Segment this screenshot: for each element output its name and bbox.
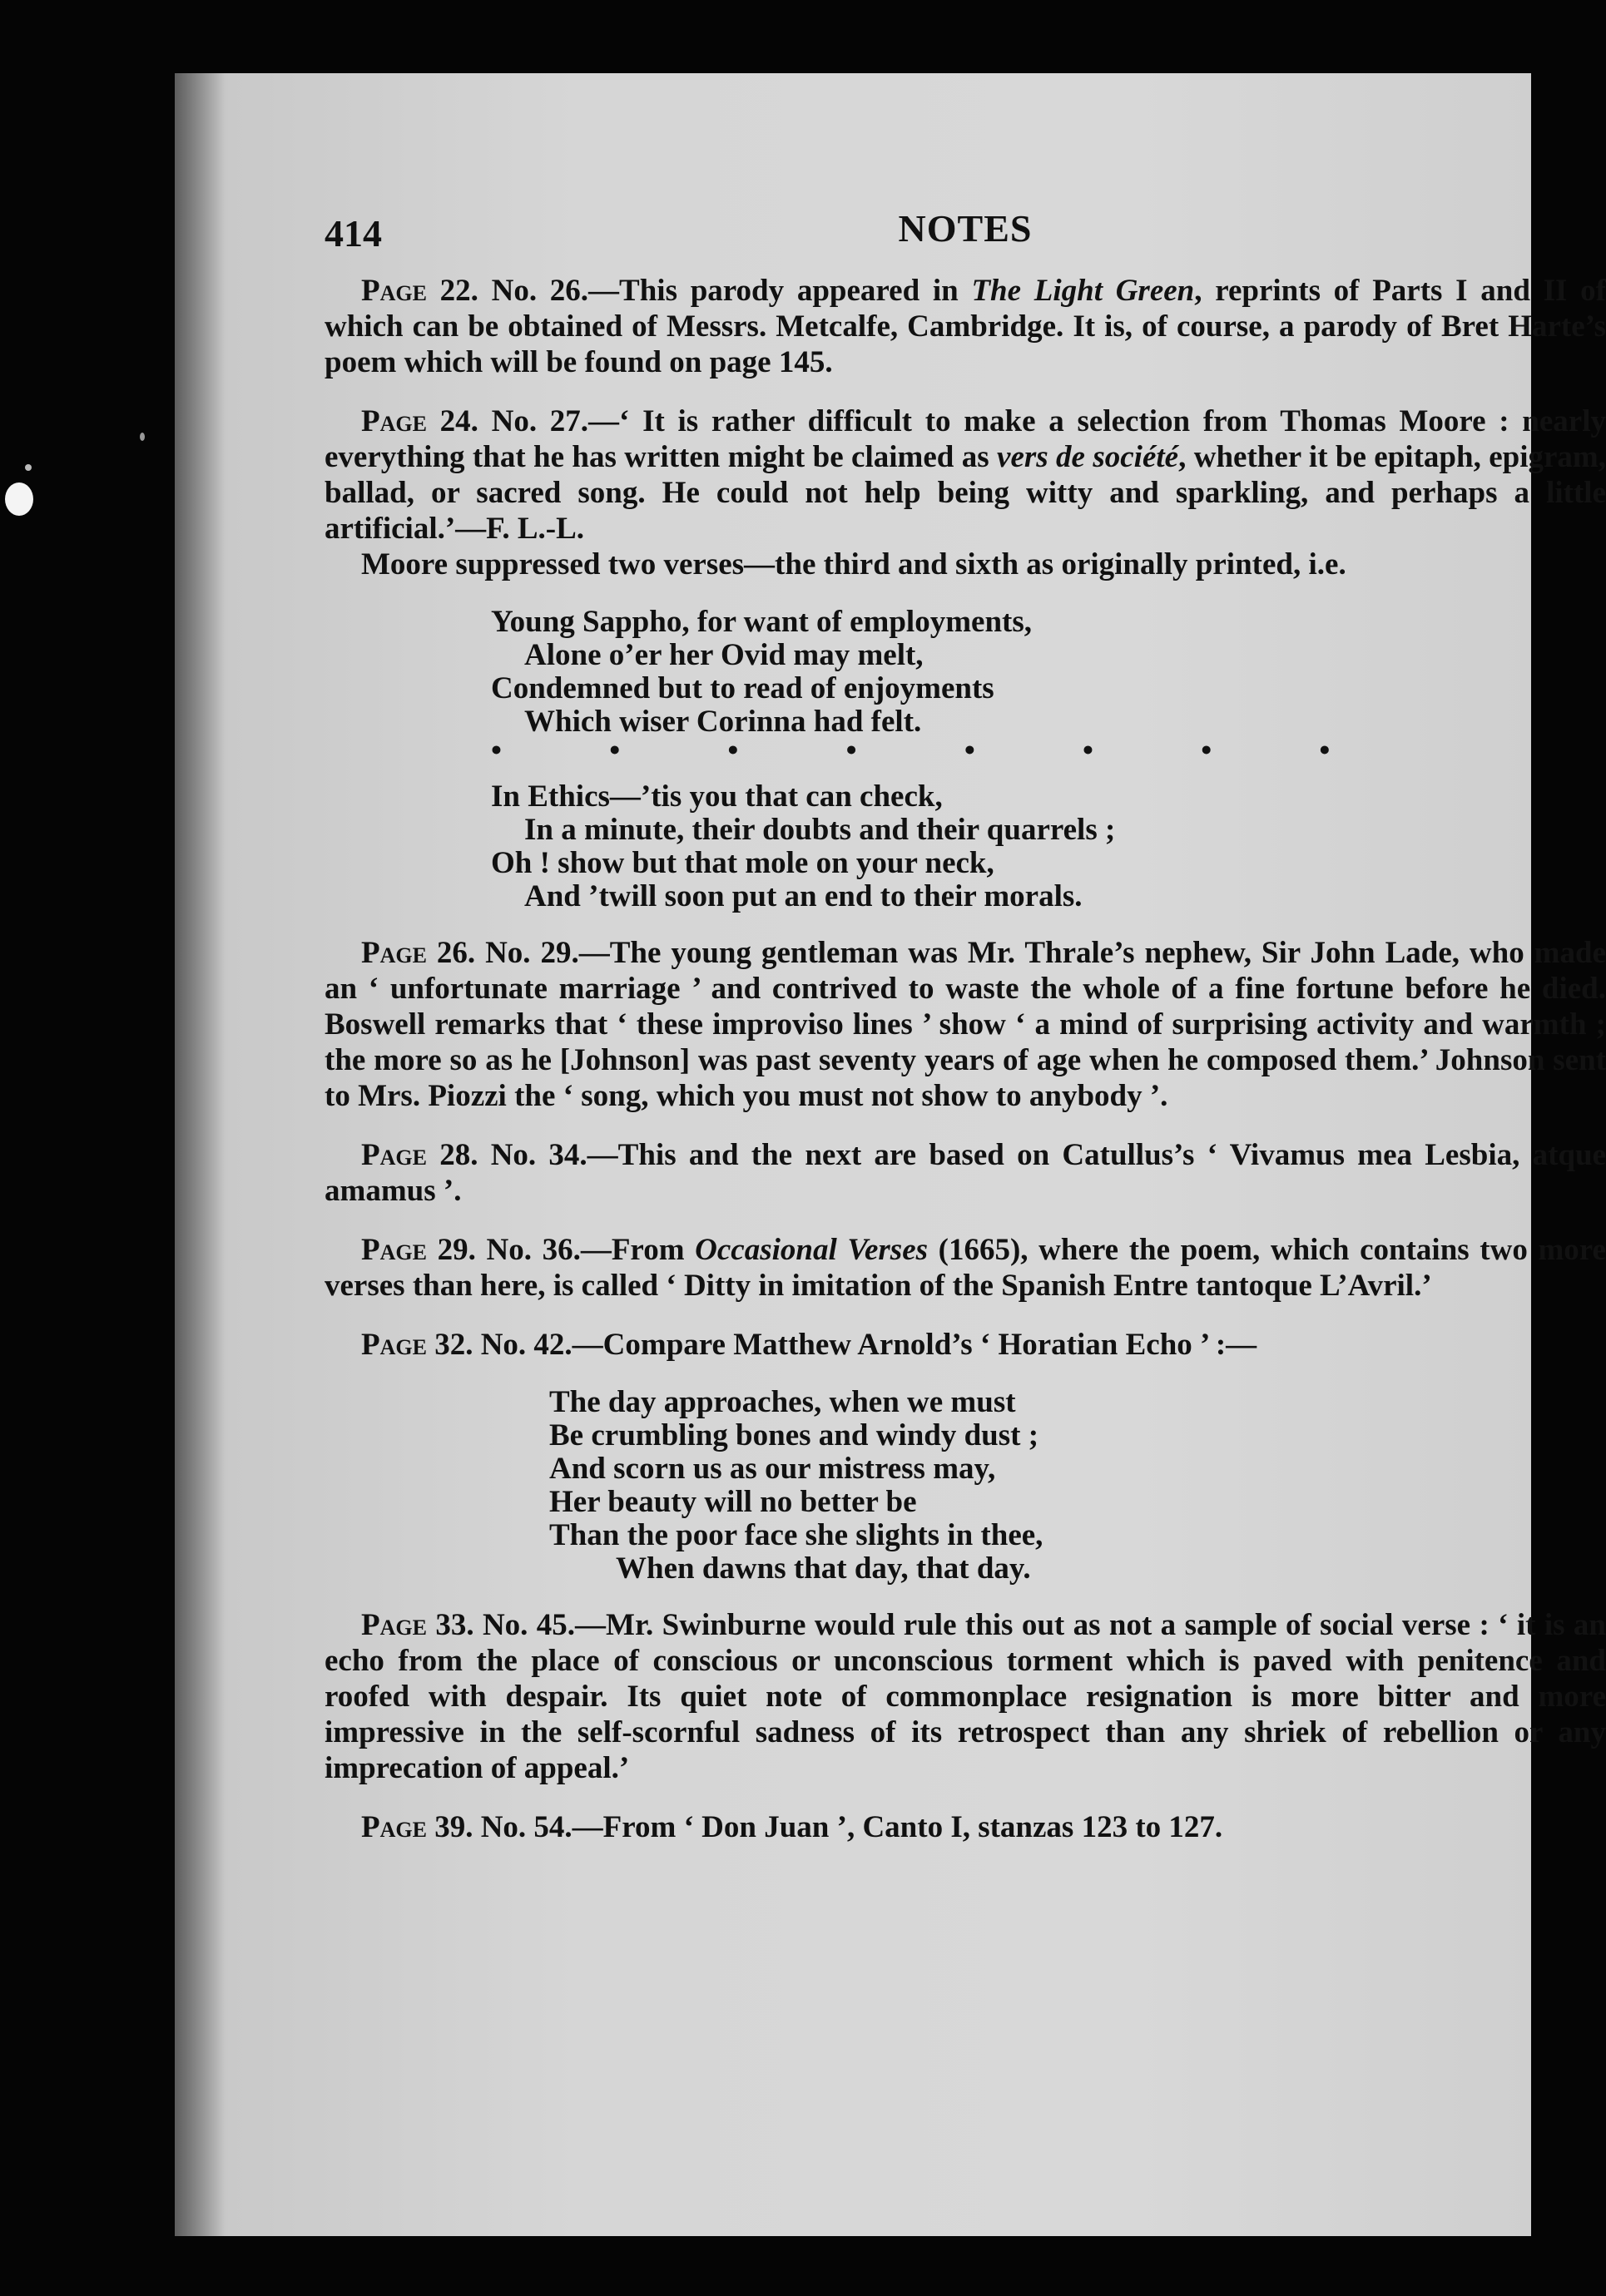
note-page-24: Page 24. No. 27.—‘ It is rather difficult to make a selection from Thomas Moore : nearly everything that he has written might be claimed as vers de société, whether it be epitaph, epigram, ballad, or sacred song. He could not help being witty and sparkling, and perhaps a little artificial.’—F. L.-L. [325, 404, 1606, 546]
section-title: NOTES [898, 207, 1033, 250]
note-label: Page 26. [361, 936, 476, 970]
verse-line: Condemned but to read of enjoyments [491, 671, 994, 705]
verse-ellipsis: • • • • • • • • [491, 734, 1380, 768]
verse-line: Her beauty will no better be [549, 1485, 917, 1519]
page-number: 414 [325, 212, 382, 255]
note-label: Page 39. [361, 1810, 473, 1844]
arnold-verse [549, 1386, 1606, 1586]
scan-speck [5, 482, 33, 516]
note-label: Page 22. [361, 274, 478, 308]
note-label: Page 24. [361, 404, 478, 438]
verse-line: The day approaches, when we must [549, 1385, 1016, 1419]
verse-line: Which wiser Corinna had felt. [524, 705, 922, 739]
scan-speck [140, 433, 145, 441]
scan-speck [25, 464, 32, 471]
moore-verse [491, 606, 1606, 913]
verse-line: Be crumbling bones and windy dust ; [549, 1418, 1039, 1452]
note-page-26: Page 26. No. 29.—The young gentleman was Mr. Thrale’s nephew, Sir John Lade, who made an ‘ unfortunate marriage ’ and contrived to waste the whole of a fine fortune before he died. Boswell remarks that ‘ these improviso lines ’ show ‘ a mind of surprising activity and warmth ; the more so as he [Johnson] was past seventy years of age when he composed them.’ Johnson sent to Mrs. Piozzi the ‘ song, which you must not show to anybody ’. [325, 936, 1606, 1113]
verse-line: In a minute, their doubts and their quarrels ; [524, 813, 1116, 847]
verse-line: Than the poor face she slights in thee, [549, 1518, 1043, 1552]
note-label: Page 32. [361, 1328, 473, 1362]
note-label: Page 29. [361, 1233, 476, 1267]
verse-line: Alone o’er her Ovid may melt, [524, 638, 924, 672]
note-page-39: Page 39. No. 54.—From ‘ Don Juan ’, Canto I, stanzas 123 to 127. [361, 1810, 1223, 1844]
note-label: Page 28. [361, 1138, 478, 1172]
note-label: Page 33. [361, 1608, 474, 1642]
note-page-28: Page 28. No. 34.—This and the next are based on Catullus’s ‘ Vivamus mea Lesbia, atque amamus ’. [325, 1138, 1606, 1208]
verse-line: In Ethics—’tis you that can check, [491, 779, 943, 814]
verse-line: And ’twill soon put an end to their morals. [524, 879, 1083, 913]
note-page-24-continuation: Moore suppressed two verses—the third and sixth as originally printed, i.e. [361, 547, 1346, 581]
note-page-29: Page 29. No. 36.—From Occasional Verses (1665), where the poem, which contains two more verses than here, is called ‘ Ditty in imitation of the Spanish Entre tantoque L’Avril.’ [325, 1233, 1606, 1303]
page-text [325, 206, 1606, 1868]
verse-line: When dawns that day, that day. [616, 1551, 1031, 1586]
verse-line: Oh ! show but that mole on your neck, [491, 846, 994, 880]
note-page-33: Page 33. No. 45.—Mr. Swinburne would rule this out as not a sample of social verse : ‘ it is an echo from the place of conscious or unconscious torment which is paved with penitence and roofed with despair. Its quiet note of commonplace resignation is more bitter and more impressive in the self-scornful sadness of its retrospect than any shriek of rebellion or any imprecation of appeal.’ [325, 1608, 1606, 1785]
verse-line: And scorn us as our mistress may, [549, 1452, 996, 1486]
verse-line: Young Sappho, for want of employments, [491, 605, 1032, 639]
spine-shadow [175, 73, 225, 2236]
note-page-32: Page 32. No. 42.—Compare Matthew Arnold’s ‘ Horatian Echo ’ :— [361, 1328, 1257, 1362]
note-page-22: Page 22. No. 26.—This parody appeared in The Light Green, reprints of Parts I and II of which can be obtained of Messrs. Metcalfe, Cambridge. It is, of course, a parody of Bret Harte’s poem which will be found on page 145. [325, 274, 1606, 379]
book-page [175, 73, 1606, 2236]
running-head [325, 206, 1606, 273]
